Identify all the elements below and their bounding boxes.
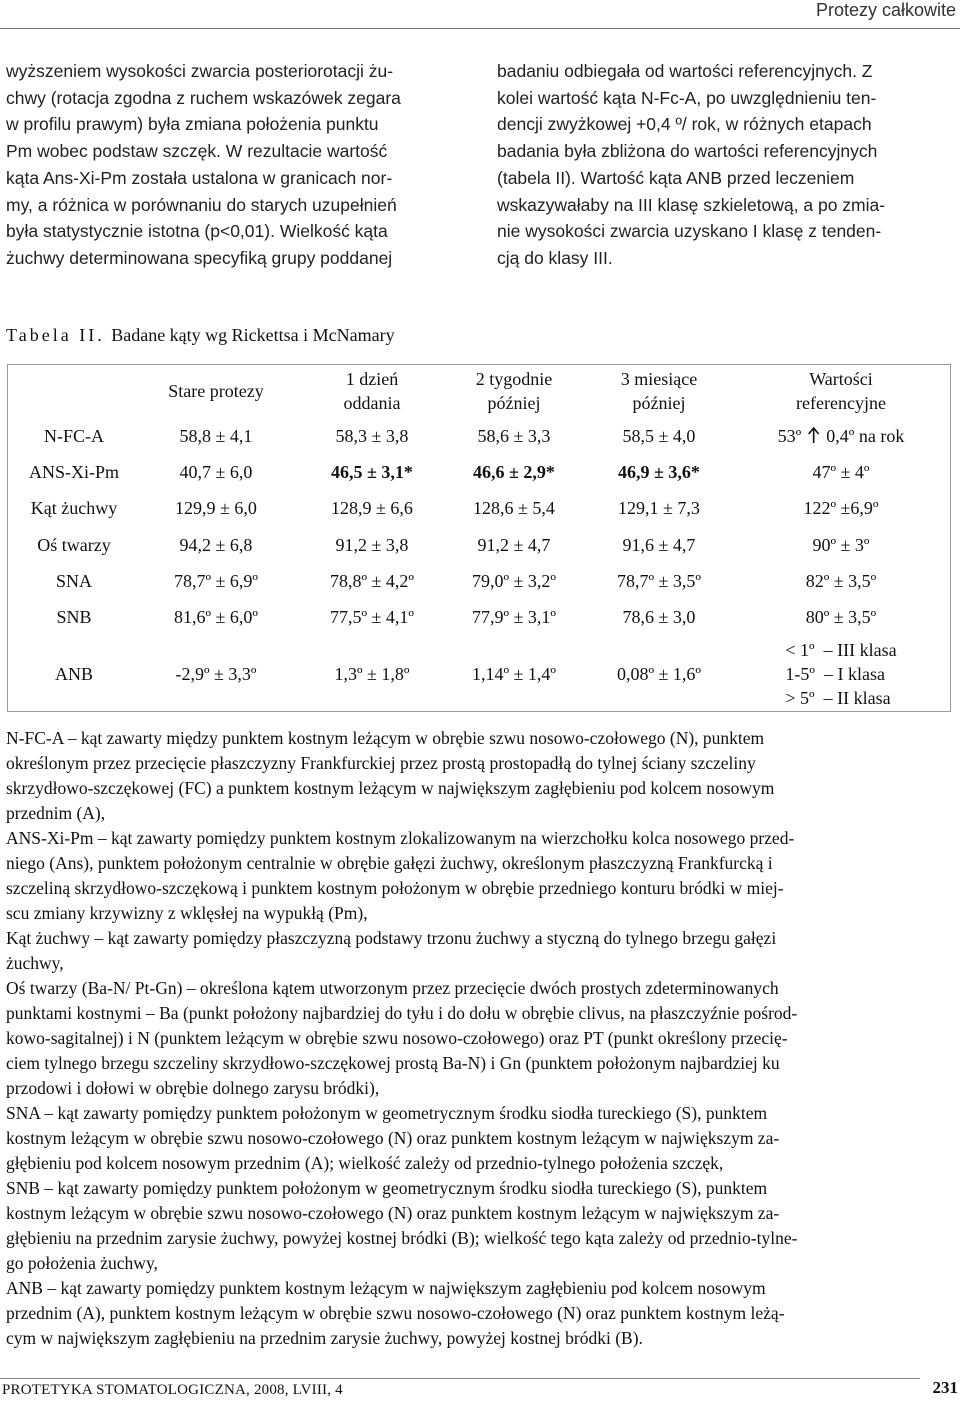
body-line: kąta Ans-Xi-Pm została ustalona w granicach nor- [6, 167, 393, 188]
table-cell: 58,3 ± 3,8 [335, 426, 409, 446]
reference-cell: 122º ±6,9º [803, 498, 879, 518]
body-line: (tabela II). Wartość kąta ANB przed leczeniem [497, 167, 855, 188]
body-line: żuchwy determinowana specyfiką grupy poddanej [6, 247, 393, 268]
table-cell: 78,7º ± 3,5º [616, 571, 702, 591]
table-cell: 58,5 ± 4,0 [622, 426, 696, 446]
note-line: ANB – kąt zawarty pomiędzy punktem kostnym leżącym w największym zagłębieniu pod kolcem nosowym [6, 1278, 766, 1298]
table-cell: 91,6 ± 4,7 [622, 535, 696, 555]
note-line: SNB – kąt zawarty pomiędzy punktem położonym w geometrycznym środku siodła tureckiego (S), punktem [6, 1178, 768, 1198]
note-line: Oś twarzy (Ba-N/ Pt-Gn) – określona kątem utworzonym przez przecięcie dwóch prostych zdeterminowanych [6, 978, 779, 998]
table-cell: 129,1 ± 7,3 [618, 498, 700, 518]
table-cell: 128,6 ± 5,4 [473, 498, 555, 518]
footer-journal: PROTETYKA STOMATOLOGICZNA, 2008, LVIII, 4 [2, 1382, 343, 1398]
note-line: przednim (A), punktem kostnym leżącym w obrębie szwu nosowo-czołowego (N) oraz punktem kostnym leżą- [6, 1303, 785, 1323]
note-line: przodowi i dołowi w obrębie dolnego zarysu bródki), [6, 1078, 380, 1098]
footer-rule [0, 1378, 920, 1379]
body-line: nie wysokości zwarcia uzyskano I klasę z tenden- [497, 221, 882, 242]
table-cell: 91,2 ± 3,8 [335, 535, 409, 555]
note-line: szczeliną skrzydłowo-szczękową i punktem kostnym położonym w obrębie przedniego konturu bródki w miej- [6, 878, 784, 898]
note-line: cym w największym zagłębieniu na przednim zarysie żuchwy, powyżej kostnej bródki (B). [6, 1328, 643, 1348]
row-label: Oś twarzy [37, 535, 111, 555]
column-header-line: później [487, 393, 541, 413]
table-cell: 79,0º ± 3,2º [471, 571, 557, 591]
note-line: określonym przez przecięcie płaszczyzny Frankfurckiej przez prostą prostopadłą do tylnej ściany szczeliny [6, 753, 756, 773]
note-line: głębieniu na przednim zarysie żuchwy, powyżej kostnej bródki (B); wielkość tego kąta zależy od przednio-tylne- [6, 1228, 798, 1248]
column-header-line: oddania [343, 393, 401, 413]
page-number: 231 [932, 1378, 958, 1397]
table-cell: 81,6º ± 6,0º [173, 607, 259, 627]
note-line: punktami kostnymi – Ba (punkt położony najbardziej do tyłu i do dołu w obrębie clivus, na płaszczyźnie pośrod- [6, 1003, 798, 1023]
table-cell: 78,6 ± 3,0 [622, 607, 696, 627]
table-cell: 91,2 ± 4,7 [477, 535, 551, 555]
table-cell: 78,8º ± 4,2º [329, 571, 415, 591]
table-cell: 1,3º ± 1,8º [334, 664, 410, 684]
note-line: niego (Ans), punktem położonym centralnie w obrębie gałęzi żuchwy, określonym płaszczyzną Frankfurcką i [6, 853, 773, 873]
reference-trend: 0,4º na rok [826, 426, 905, 446]
reference-line: > 5º – II klasa [785, 688, 891, 708]
column-header-line: Stare protezy [168, 381, 264, 401]
note-line: kowo-sagitalnej) i N (punktem leżącym w obrębie szwu nosowo-czołowego) oraz PT (punkt określony przecię- [6, 1028, 788, 1048]
column-header-line: 2 tygodnie [475, 369, 553, 389]
note-line: kostnym leżącym w obrębie szwu nosowo-czołowego (N) oraz punktem kostnym leżącym w największym za- [6, 1128, 780, 1148]
body-line: w profilu prawym) była zmiana położenia punktu [6, 114, 379, 135]
note-line: głębieniu pod kolcem nosowym przednim (A); wielkość zależy od przednio-tylnego położenia szczęk, [6, 1153, 724, 1173]
note-line: przednim (A), [6, 803, 106, 823]
table-cell: -2,9º ± 3,3º [175, 664, 257, 684]
reference-cell [785, 638, 896, 710]
column-header-line: referencyjne [796, 393, 886, 413]
table-caption-text: Badane kąty wg Rickettsa i McNamary [111, 325, 395, 345]
note-line: żuchwy, [6, 953, 64, 973]
reference-cell [778, 425, 905, 447]
table-cell: 40,7 ± 6,0 [179, 462, 253, 482]
column-header-line: 3 miesiące [620, 369, 698, 389]
body-line: była statystycznie istotna (p<0,01). Wielkość kąta [6, 221, 388, 242]
running-header: Protezy całkowite [815, 0, 956, 20]
header-rule [0, 28, 960, 29]
reference-line: < 1º – III klasa [785, 640, 897, 660]
table-caption-label: Tabela II. [6, 325, 105, 345]
body-line: wskazywałaby na III klasę szkieletową, a po zmia- [497, 194, 886, 215]
reference-cell: 90º ± 3º [812, 535, 870, 555]
note-line: go położenia żuchwy, [6, 1253, 158, 1273]
row-label: ANB [54, 664, 94, 684]
column-header [796, 367, 886, 415]
body-line: kolei wartość kąta N-Fc-A, po uwzględnieniu ten- [497, 87, 877, 108]
body-line: cją do klasy III. [497, 247, 613, 268]
note-line: ANS-Xi-Pm – kąt zawarty pomiędzy punktem kostnym zlokalizowanym na wierzchołku kolca nosowego przed- [6, 828, 795, 848]
table-cell: 128,9 ± 6,6 [331, 498, 413, 518]
table-cell: 78,7º ± 6,9º [173, 571, 259, 591]
reference-cell: 80º ± 3,5º [805, 607, 877, 627]
row-label: Kąt żuchwy [30, 498, 118, 518]
body-line: badania była zbliżona do wartości referencyjnych [497, 141, 878, 162]
table-cell: 77,9º ± 3,1º [471, 607, 557, 627]
table-cell: 0,08º ± 1,6º [616, 664, 702, 684]
row-label: SNA [55, 571, 93, 591]
row-label: N-FC-A [43, 426, 105, 446]
reference-value: 53º [777, 426, 802, 446]
note-line: N-FC-A – kąt zawarty między punktem kostnym leżącym w obrębie szwu nosowo-czołowego (N), punktem [6, 728, 765, 748]
reference-cell: 47º ± 4º [812, 462, 870, 482]
column-header-line: 1 dzień [345, 369, 399, 389]
column-header [344, 367, 401, 415]
body-line: wyższeniem wysokości zwarcia posteriorotacji żu- [6, 61, 394, 81]
column-header-line: później [632, 393, 686, 413]
table-cell: 129,9 ± 6,0 [175, 498, 257, 518]
note-line: SNA – kąt zawarty pomiędzy punktem położonym w geometrycznym środku siodła tureckiego (S), punktem [6, 1103, 768, 1123]
table-caption [6, 325, 395, 346]
data-table [7, 364, 951, 712]
reference-cell: 82º ± 3,5º [805, 571, 877, 591]
body-column-left [6, 58, 468, 272]
column-header [168, 379, 263, 403]
note-line: scu zmiany krzywizny z wklęsłej na wypukłą (Pm), [6, 903, 368, 923]
table-cell: 1,14º ± 1,4º [471, 664, 557, 684]
body-line: chwy (rotacja zgodna z ruchem wskazówek zegara [6, 87, 401, 108]
table-cell: 46,5 ± 3,1* [331, 462, 413, 482]
table-cell: 94,2 ± 6,8 [179, 535, 253, 555]
table-cell: 77,5º ± 4,1º [329, 607, 415, 627]
note-line: kostnym leżącym w obrębie szwu nosowo-czołowego (N) oraz punktem kostnym leżącym w największym za- [6, 1203, 780, 1223]
body-line: dencji zwyżkowej +0,4 º/ rok, w różnych etapach [497, 114, 872, 135]
body-column-right [497, 58, 959, 272]
note-line: skrzydłowo-szczękowej (FC) a punktem kostnym leżącym w największym zagłębieniu pod kolcem nosowym [6, 778, 775, 798]
table-cell: 58,6 ± 3,3 [477, 426, 551, 446]
column-header [621, 367, 697, 415]
body-line: Pm wobec podstaw szczęk. W rezultacie wartość [6, 141, 388, 162]
arrow-up-icon [806, 426, 822, 444]
table-notes [6, 726, 956, 1351]
table-cell: 46,6 ± 2,9* [473, 462, 555, 482]
column-header-line: Wartości [809, 369, 873, 389]
body-line: badaniu odbiegała od wartości referencyjnych. Z [497, 61, 873, 81]
row-label: ANS-Xi-Pm [28, 462, 120, 482]
table-cell: 58,8 ± 4,1 [179, 426, 253, 446]
row-label: SNB [56, 607, 92, 627]
column-header [476, 367, 553, 415]
table-cell: 46,9 ± 3,6* [618, 462, 700, 482]
body-line: my, a różnica w porównaniu do starych uzupełnień [6, 194, 397, 215]
note-line: Kąt żuchwy – kąt zawarty pomiędzy płaszczyzną podstawy trzonu żuchwy a styczną do tylnego brzegu gałęzi [6, 928, 777, 948]
note-line: ciem tylnego brzegu szczeliny skrzydłowo-szczękowej prostą Ba-N) i Gn (punktem położonym najbardziej ku [6, 1053, 780, 1073]
reference-line: 1-5º – I klasa [785, 664, 885, 684]
